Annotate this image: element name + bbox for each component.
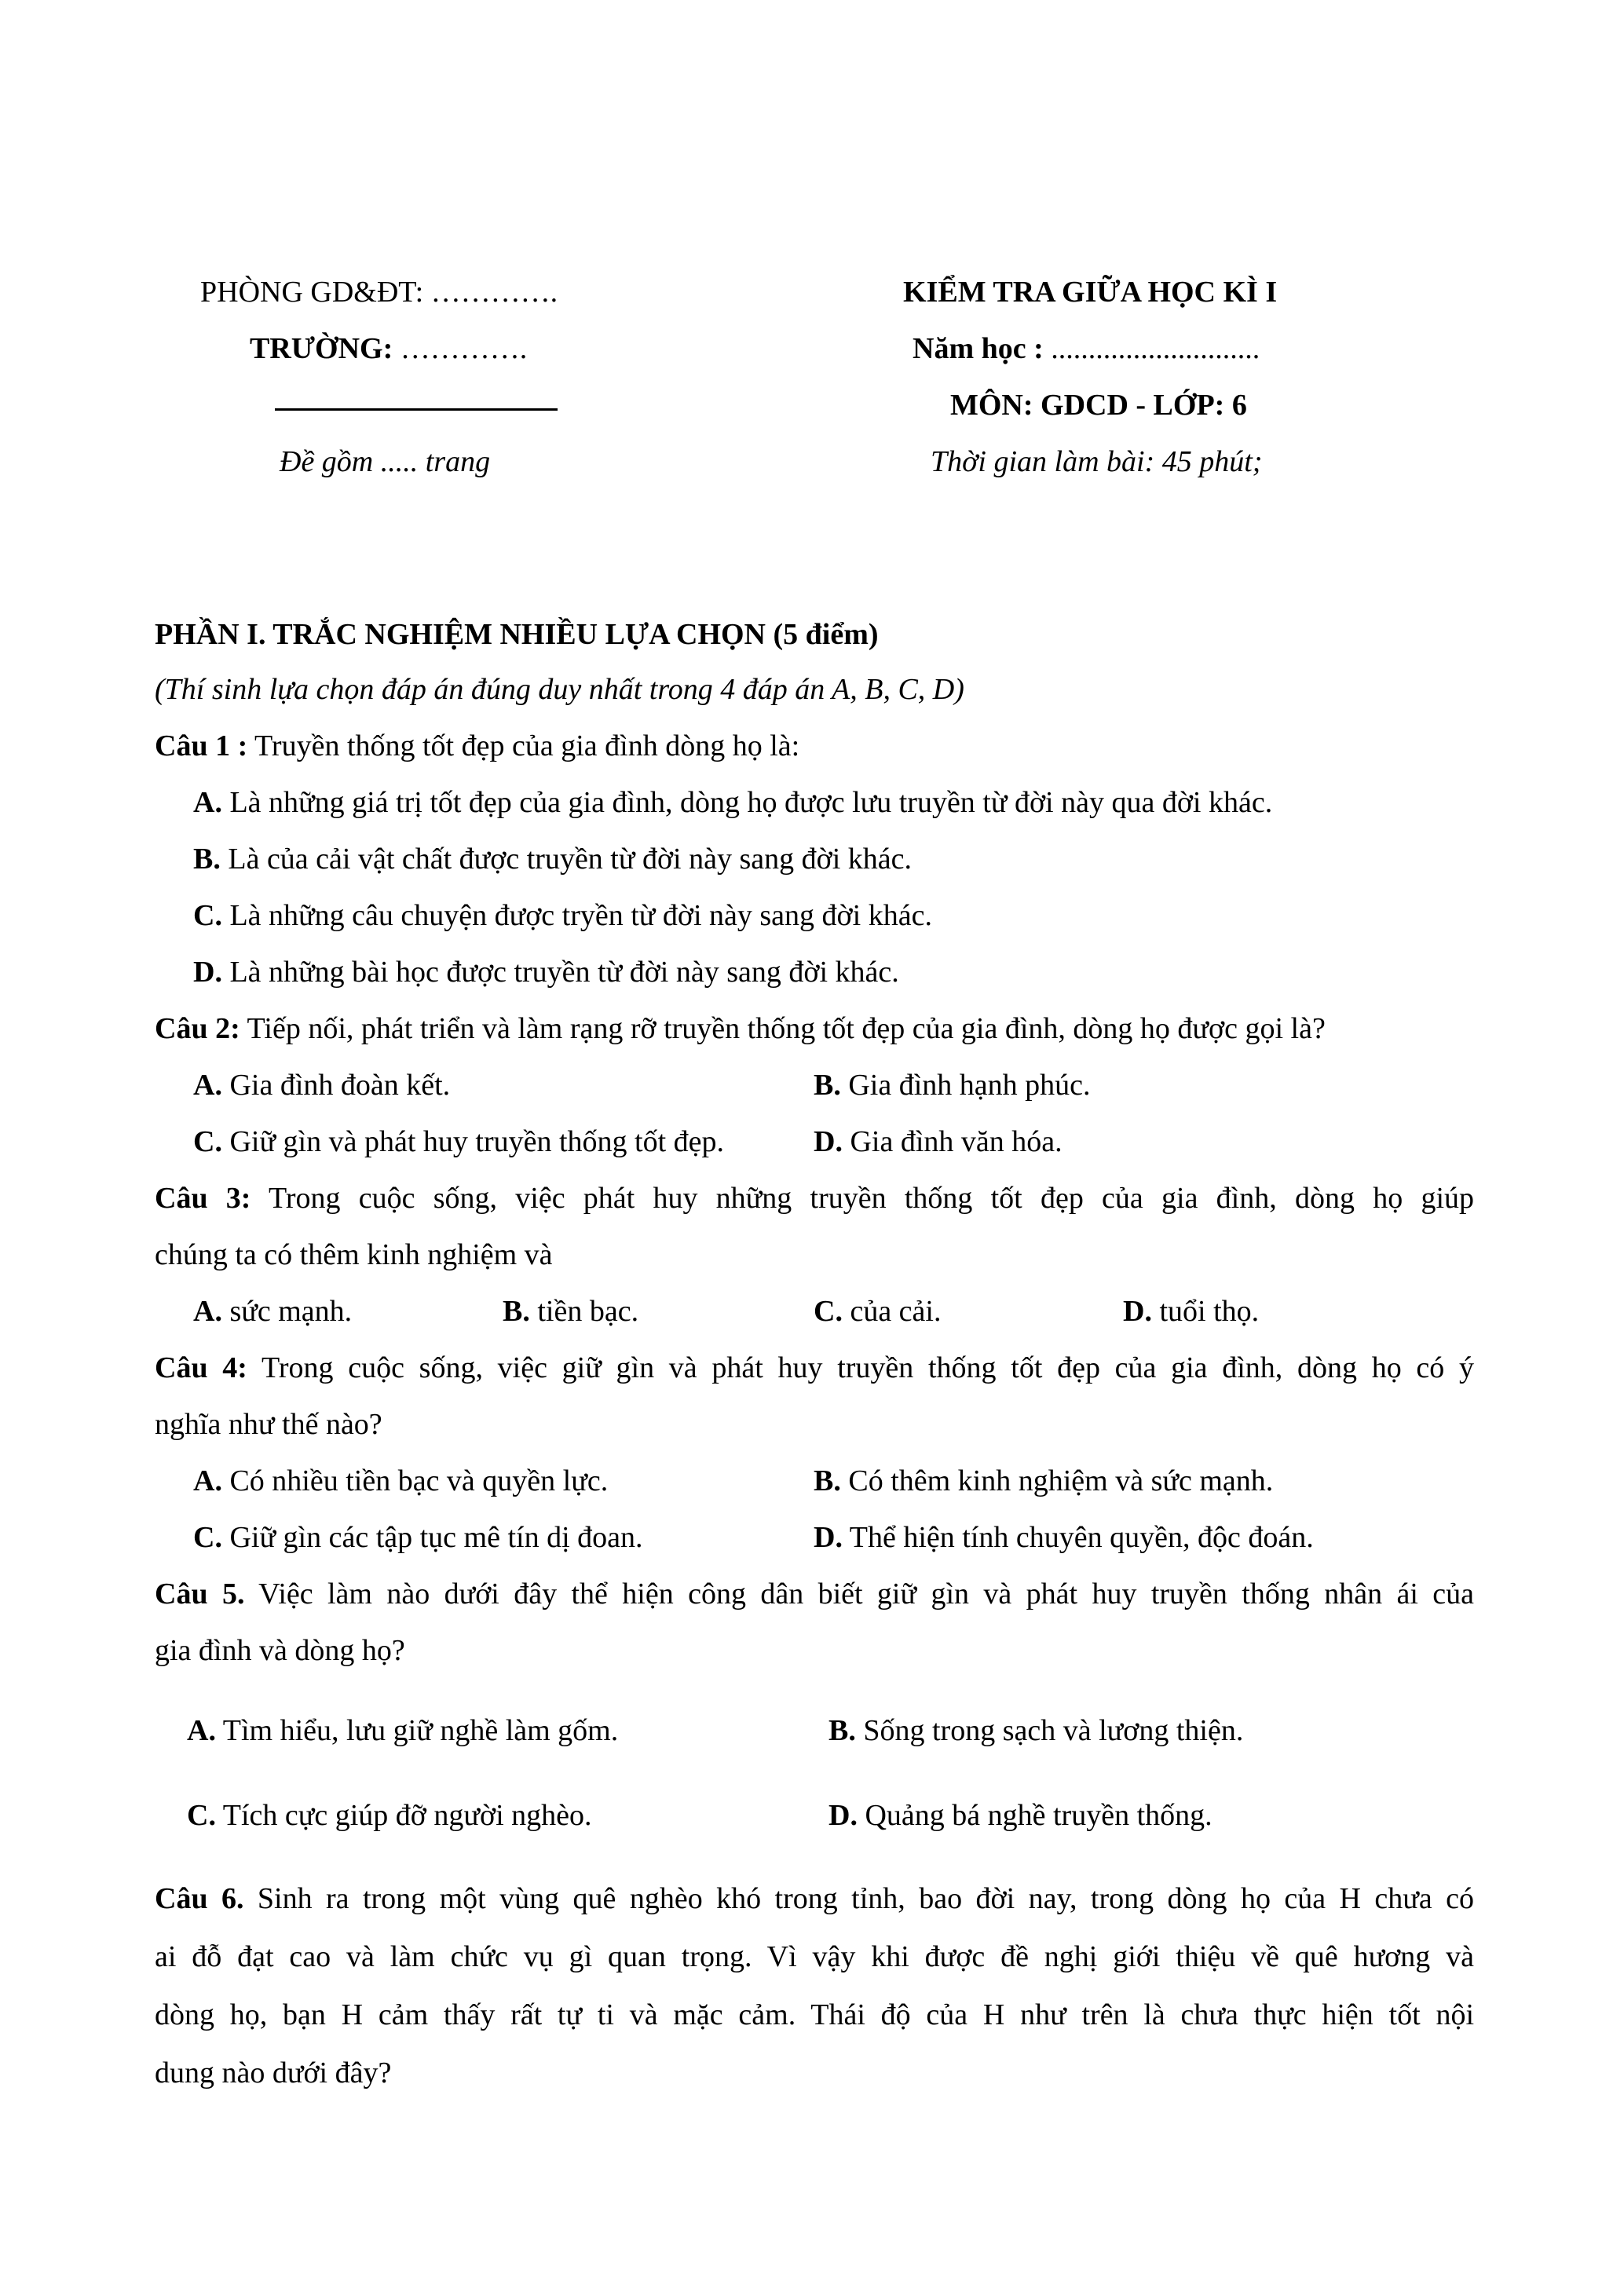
option-text: Giữ gìn và phát huy truyền thống tốt đẹp.	[221, 1125, 725, 1158]
option-key: A.	[193, 1069, 222, 1102]
option-text: Gia đình văn hóa.	[842, 1125, 1063, 1158]
question-4-line-2: nghĩa như thế nào?	[155, 1408, 382, 1441]
option-text: Quảng bá nghề truyền thống.	[857, 1799, 1213, 1832]
question-6-line-4: dung nào dưới đây?	[155, 2057, 392, 2089]
option-key: A.	[187, 1714, 216, 1747]
duration-line: Thời gian làm bài: 45 phút;	[931, 445, 1263, 478]
section-title: PHẦN I. TRẮC NGHIỆM NHIỀU LỰA CHỌN (5 điểm)	[155, 618, 879, 651]
department-line	[200, 275, 558, 311]
section-instruction: (Thí sinh lựa chọn đáp án đúng duy nhất trong 4 đáp án A, B, C, D)	[155, 673, 964, 706]
school-label: TRƯỜNG:	[250, 332, 393, 365]
option-key: C.	[193, 1521, 222, 1554]
question-3-option-b	[503, 1294, 638, 1330]
option-text: Tích cực giúp đỡ người nghèo.	[215, 1799, 592, 1832]
question-4-option-c	[193, 1520, 643, 1556]
school-year-label: Năm học :	[913, 332, 1044, 365]
question-4-text: Trong cuộc sống, việc giữ gìn và phát huy truyền thống tốt đẹp của gia đình, dòng họ có ý	[247, 1351, 1475, 1384]
option-key: A.	[193, 1464, 222, 1497]
question-5-option-a	[187, 1713, 618, 1749]
question-2-option-a	[193, 1068, 450, 1104]
question-2-label: Câu 2:	[155, 1012, 240, 1045]
question-4-option-a	[193, 1464, 608, 1500]
pages-note: Đề gồm ..... trang	[280, 445, 491, 478]
option-key: D.	[828, 1799, 858, 1832]
question-6-line-1	[155, 1881, 1474, 1918]
option-key: B.	[814, 1464, 841, 1497]
question-2-text: Tiếp nối, phát triển và làm rạng rỡ truyền thống tốt đẹp của gia đình, dòng họ được gọi là?	[240, 1012, 1326, 1045]
option-text: Là của cải vật chất được truyền từ đời này sang đời khác.	[220, 843, 913, 876]
option-key: D.	[1123, 1295, 1152, 1328]
question-2-option-b	[814, 1068, 1091, 1104]
question-5-option-b	[828, 1713, 1243, 1749]
school-year-line	[913, 331, 1260, 367]
option-key: B.	[828, 1714, 856, 1747]
question-3-line-2: chúng ta có thêm kinh nghiệm và	[155, 1238, 553, 1271]
option-key: B.	[503, 1295, 530, 1328]
question-5-line-1	[155, 1577, 1474, 1613]
exam-title: KIỂM TRA GIỮA HỌC KÌ I	[903, 276, 1278, 309]
option-text: sức mạnh.	[221, 1295, 353, 1328]
question-1-label: Câu 1 :	[155, 729, 248, 762]
option-text: Gia đình hạnh phúc.	[840, 1069, 1091, 1102]
option-key: A.	[193, 1295, 222, 1328]
question-3-option-c	[814, 1294, 941, 1330]
subject-line: MÔN: GDCD - LỚP: 6	[950, 389, 1247, 422]
option-key: B.	[193, 843, 221, 876]
question-5-line-2: gia đình và dòng họ?	[155, 1634, 405, 1667]
option-key: D.	[193, 956, 222, 989]
question-1-option-c	[193, 898, 932, 934]
option-text: tuổi thọ.	[1151, 1295, 1260, 1328]
question-6-line-2: ai đỗ đạt cao và làm chức vụ gì quan trọng. Vì vậy khi được đề nghị giới thiệu về quê hương và	[155, 1940, 1474, 1973]
option-key: C.	[187, 1799, 216, 1832]
option-key: B.	[814, 1069, 841, 1102]
question-3-line-1	[155, 1181, 1474, 1217]
question-1-option-b	[193, 842, 912, 878]
school-value: ………….	[393, 332, 528, 365]
question-2	[155, 1011, 1326, 1047]
header-divider	[275, 408, 558, 411]
question-4-option-d	[814, 1520, 1314, 1556]
option-text: Giữ gìn các tập tục mê tín dị đoan.	[221, 1521, 643, 1554]
question-5-option-d	[828, 1798, 1213, 1834]
school-year-value: ............................	[1043, 332, 1260, 365]
question-1-option-d	[193, 955, 899, 991]
option-text: Có thêm kinh nghiệm và sức mạnh.	[840, 1464, 1274, 1497]
option-text: Tìm hiểu, lưu giữ nghề làm gốm.	[215, 1714, 619, 1747]
option-text: Gia đình đoàn kết.	[221, 1069, 451, 1102]
question-2-option-d	[814, 1124, 1063, 1161]
option-text: Sống trong sạch và lương thiện.	[855, 1714, 1244, 1747]
question-6-label: Câu 6.	[155, 1882, 244, 1915]
option-text: Là những giá trị tốt đẹp của gia đình, dòng họ được lưu truyền từ đời này qua đời khác.	[221, 786, 1273, 819]
department-text: PHÒNG GD&ĐT: ………….	[200, 276, 558, 309]
option-key: D.	[814, 1521, 843, 1554]
option-key: C.	[193, 1125, 222, 1158]
question-4-option-b	[814, 1464, 1273, 1500]
option-key: A.	[193, 786, 222, 819]
question-2-option-c	[193, 1124, 724, 1161]
question-5-text: Việc làm nào dưới đây thể hiện công dân biết giữ gìn và phát huy truyền thống nhân ái của	[244, 1578, 1475, 1610]
option-text: tiền bạc.	[529, 1295, 639, 1328]
question-3-label: Câu 3:	[155, 1182, 251, 1215]
option-text: của cải.	[842, 1295, 942, 1328]
question-5-option-c	[187, 1798, 592, 1834]
question-4-line-1	[155, 1351, 1474, 1387]
question-3-text: Trong cuộc sống, việc phát huy những truyền thống tốt đẹp của gia đình, dòng họ giúp	[251, 1182, 1475, 1215]
option-key: C.	[193, 899, 222, 932]
school-line	[250, 331, 527, 367]
option-text: Có nhiều tiền bạc và quyền lực.	[221, 1464, 609, 1497]
question-1	[155, 729, 799, 765]
option-text: Thể hiện tính chuyên quyền, độc đoán.	[842, 1521, 1314, 1554]
question-3-option-d	[1123, 1294, 1259, 1330]
option-text: Là những bài học được truyền từ đời này sang đời khác.	[221, 956, 899, 989]
question-1-text: Truyền thống tốt đẹp của gia đình dòng họ là:	[247, 729, 800, 762]
question-6-text: Sinh ra trong một vùng quê nghèo khó trong tỉnh, bao đời nay, trong dòng họ của H chưa có	[243, 1882, 1474, 1915]
question-4-label: Câu 4:	[155, 1351, 247, 1384]
option-key: C.	[814, 1295, 843, 1328]
question-6-line-3: dòng họ, bạn H cảm thấy rất tự ti và mặc cảm. Thái độ của H như trên là chưa thực hiện tốt nội	[155, 1998, 1474, 2031]
question-5-label: Câu 5.	[155, 1578, 245, 1610]
question-3-option-a	[193, 1294, 352, 1330]
option-key: D.	[814, 1125, 843, 1158]
question-1-option-a	[193, 785, 1272, 821]
option-text: Là những câu chuyện được tryền từ đời này sang đời khác.	[221, 899, 932, 932]
